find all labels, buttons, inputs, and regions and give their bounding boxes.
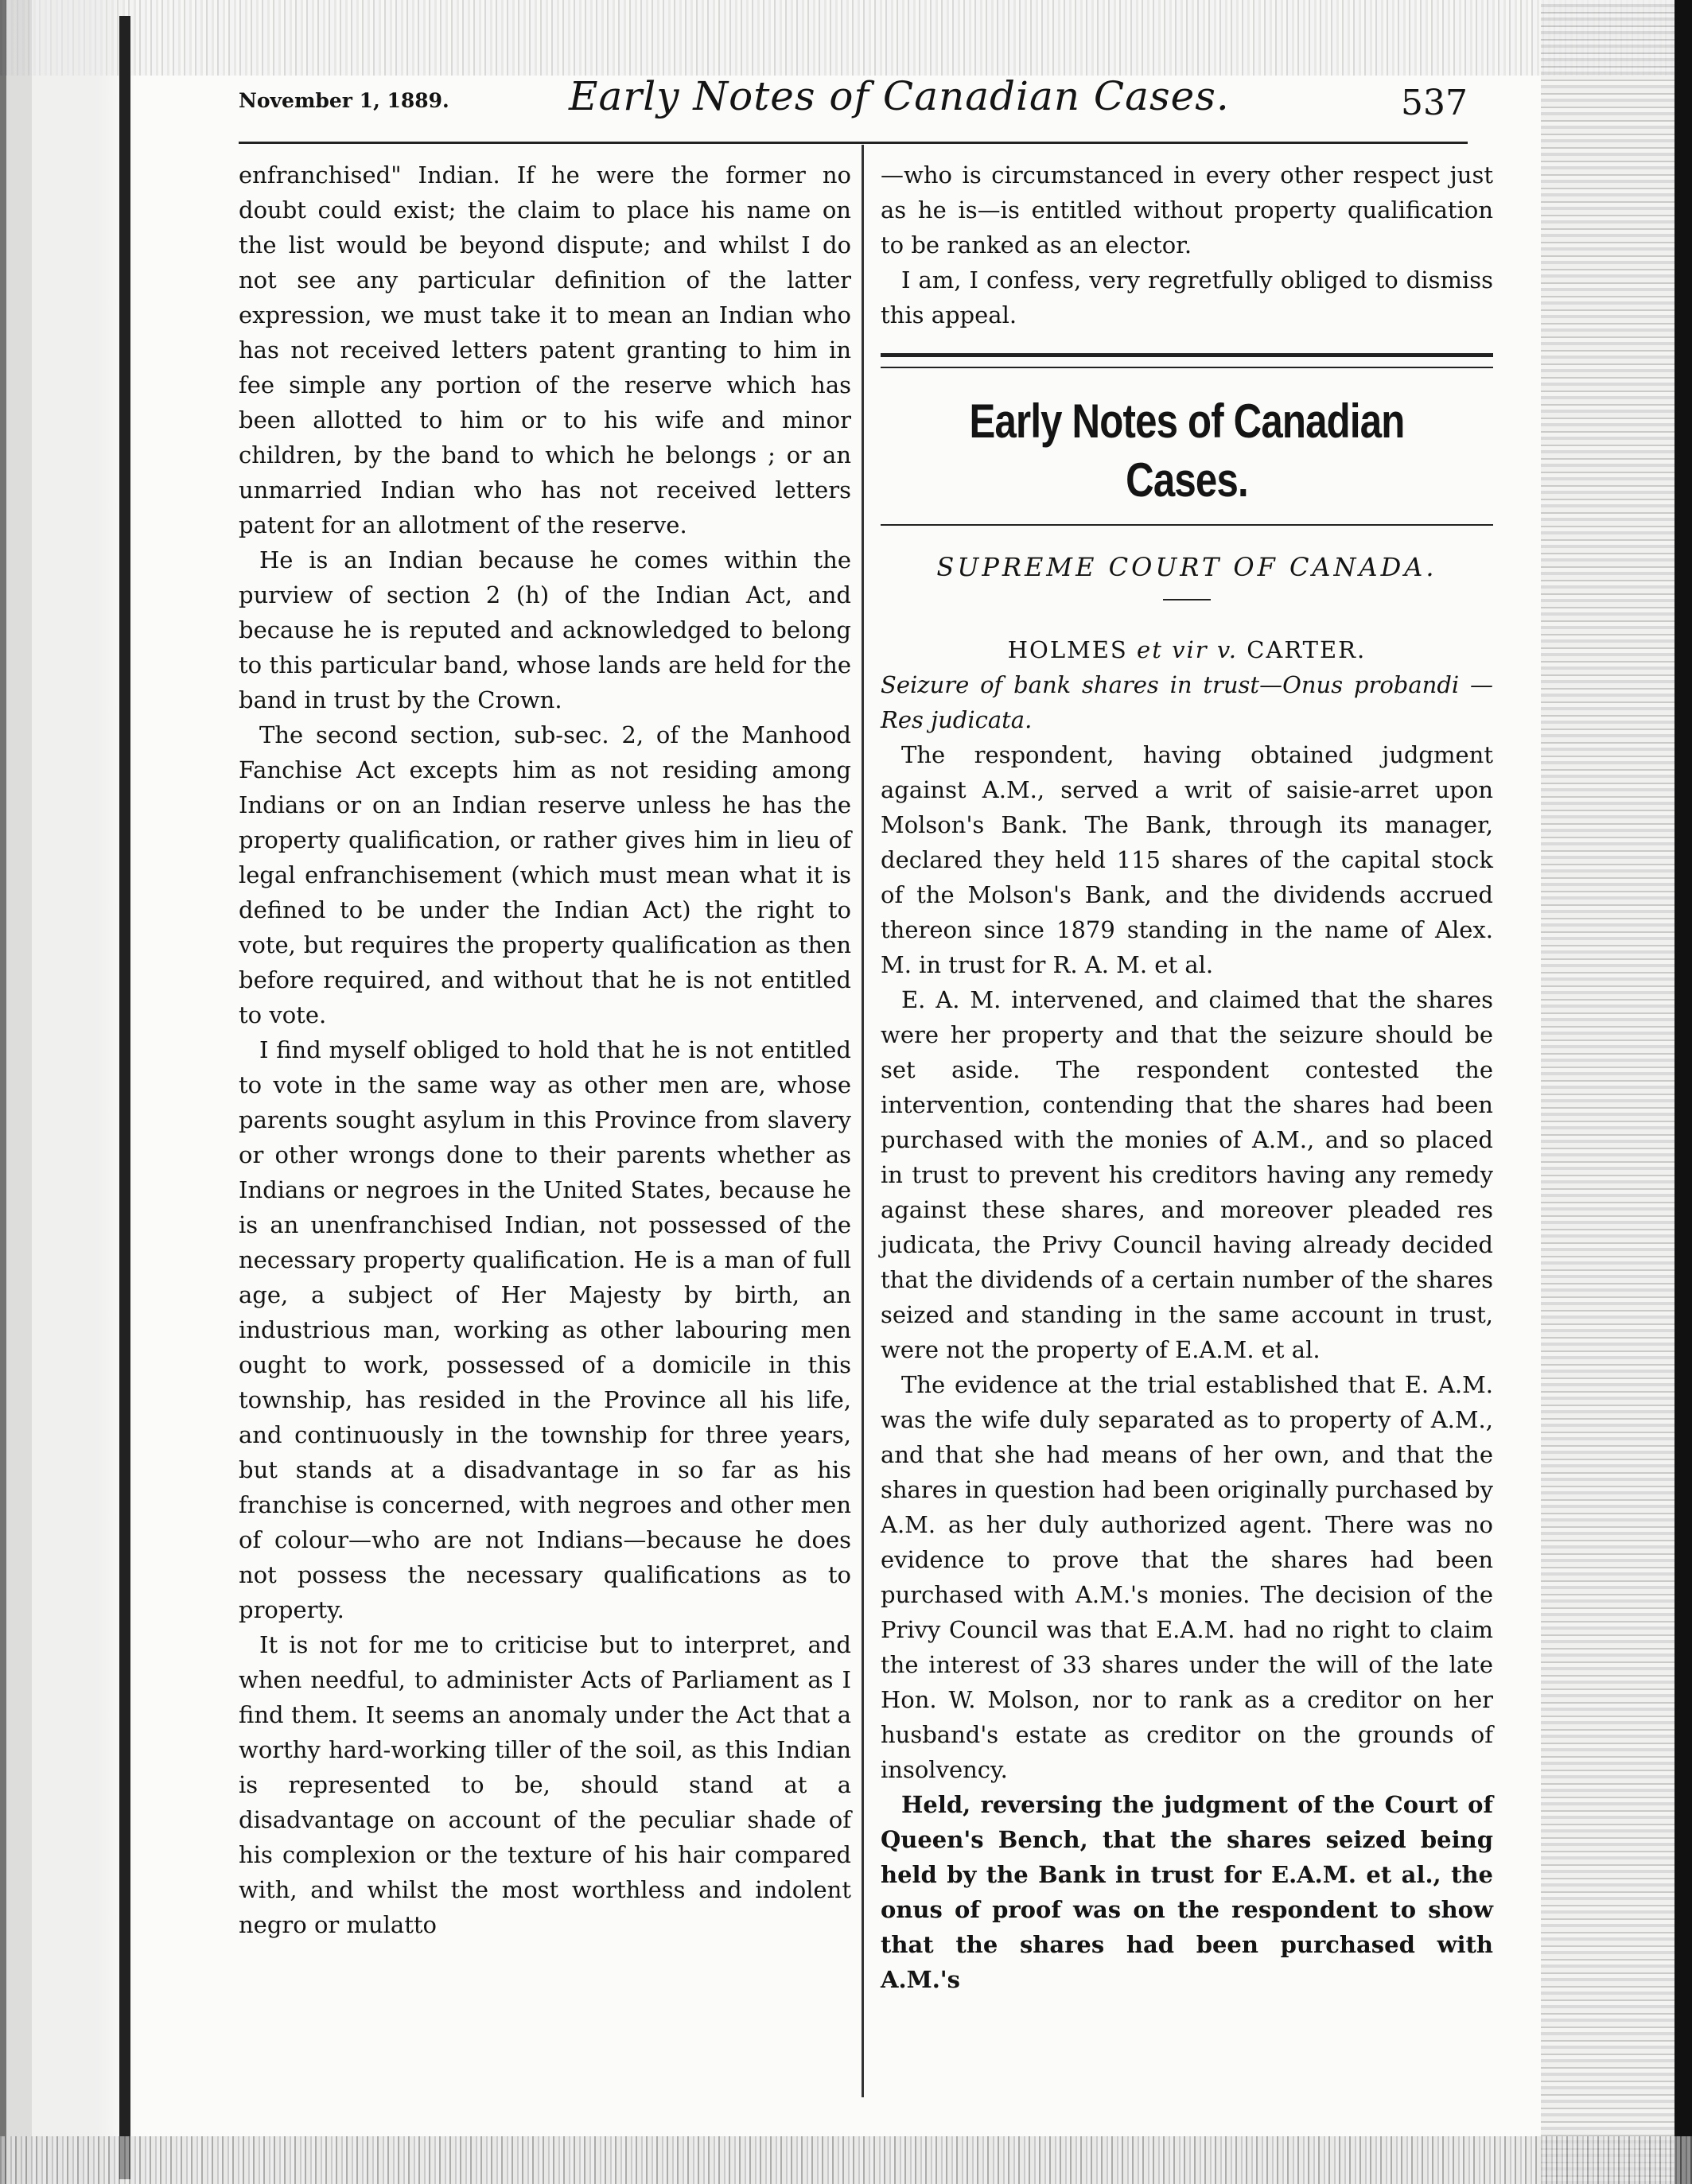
case-title: [881, 632, 1493, 667]
page-number: 537: [1401, 83, 1468, 123]
paragraph: The evidence at the trial established that E. A.M. was the wife duly separated as to property of A.M., and that she had means of her own, and that the shares in question had been originally purchased by A.M. as her duly authorized agent. There was no evidence to prove that the shares had been purchased with A.M.'s monies. The decision of the Privy Council was that E.A.M. had no right to claim the interest of 33 shares under the will of the late Hon. W. Molson, nor to rank as a creditor on her husband's estate as creditor on the grounds of insolvency.: [881, 1371, 1493, 1783]
header-running-title: Early Notes of Canadian Cases.: [569, 73, 1230, 119]
scan-artifact-bottom: [0, 2136, 1692, 2184]
paragraph: The respondent, having obtained judgment against A.M., served a writ of saisie-arret upon Molson's Bank. The Bank, through its manager, declared they held 115 shares of the capital stock of the Molson's Bank, and the dividends accrued thereon since 1879 standing in the name of Alex. M. in trust for R. A. M. et al.: [881, 741, 1493, 978]
scan-page-edge: [1674, 0, 1692, 2184]
case-party-2: CARTER.: [1247, 636, 1367, 663]
header-date: November 1, 1889.: [239, 89, 449, 112]
paragraph: —who is circumstanced in every other respect just as he is—is entitled without property qualification to be ranked as an elector.: [881, 161, 1493, 258]
scan-binding-edge: [119, 16, 130, 2179]
case-party-1: HOLMES: [1007, 636, 1128, 663]
paragraph: It is not for me to criticise but to interpret, and when needful, to administer Acts of Parliament as I find them. It seems an anomaly under the Act that a worthy hard-working tiller of the soil, as this Indian is represented to be, should stand at a disadvantage on account of the peculiar shade of his complexion or the texture of his hair compared with, and whilst the most worthless and indolent negro or mulatto: [239, 1631, 851, 1938]
paragraph: enfranchised" Indian. If he were the former no doubt could exist; the claim to place his name on the list would be beyond dispute; and whilst I do not see any particular definition of the latter expression, we must take it to mean an Indian who has not received letters patent granting to him in fee simple any portion of the reserve which has been allotted to him or to his wife and minor children, by the band to which he belongs ; or an unmarried Indian who has not received letters patent for an allotment of the reserve.: [239, 161, 851, 538]
section-title: Early Notes of Canadian Cases.: [969, 394, 1405, 507]
right-column: [881, 157, 1493, 1997]
paragraph: I am, I confess, very regretfully obliged to dismiss this appeal.: [881, 266, 1493, 328]
scan-artifact-left: [0, 0, 135, 2184]
paragraph-held: Held, reversing the judgment of the Court of Queen's Bench, that the shares seized being held by the Bank in trust for E.A.M. et al., the onus of proof was on the respondent to show that the shares had been purchased with A.M.'s: [881, 1791, 1493, 1993]
paragraph: The second section, sub-sec. 2, of the Manhood Fanchise Act excepts him as not residing among Indians or on an Indian reserve unless he has the property qualification, or rather gives him in lieu of legal enfranchisement (which must mean what it is defined to be under the Indian Act) the right to vote, but requires the property qualification as then before required, and without that he is not entitled to vote.: [239, 721, 851, 1028]
header-rule: [239, 142, 1468, 144]
paragraph: I find myself obliged to hold that he is not entitled to vote in the same way as other men are, whose parents sought asylum in this Province from slavery or other wrongs done to their parents whether as Indians or negroes in the United States, because he is an unenfranchised Indian, not possessed of the necessary property qualification. He is a man of full age, a subject of Her Majesty by birth, an industrious man, working as other labouring men ought to work, possessed of a domicile in this township, has resided in the Province all his life, and continuously in the township for three years, but stands at a disadvantage in so far as his franchise is concerned, with negroes and other men of colour—who are not Indians—because he does not possess the necessary qualifications as to property.: [239, 1036, 851, 1623]
case-versus: v.: [1216, 636, 1238, 663]
scan-artifact-top: [0, 0, 1692, 76]
case-headnote: Seizure of bank shares in trust—Onus probandi —Res judicata.: [881, 671, 1493, 733]
paragraph: E. A. M. intervened, and claimed that the shares were her property and that the seizure should be set aside. The respondent contested the intervention, contending that the shares had been purchased with the monies of A.M., and so placed in trust to prevent his creditors having any remedy against these shares, and moreover pleaded res judicata, the Privy Council having already decided that the dividends of a certain number of the shares seized and standing in the same account in trust, were not the property of E.A.M. et al.: [881, 986, 1493, 1363]
section-rule: [881, 524, 1493, 526]
column-divider: [862, 145, 864, 2097]
case-et-vir: et vir: [1137, 636, 1208, 663]
paragraph: He is an Indian because he comes within the purview of section 2 (h) of the Indian Act, and because he is reputed and acknowledged to belong to this particular band, whose lands are held for the band in trust by the Crown.: [239, 546, 851, 713]
court-name: SUPREME COURT OF CANADA.: [936, 552, 1437, 582]
scan-artifact-right: [1541, 0, 1692, 2184]
section-double-rule: [881, 353, 1493, 368]
running-header: [239, 73, 1468, 137]
short-rule: [1163, 599, 1211, 600]
left-column: [239, 157, 851, 1942]
